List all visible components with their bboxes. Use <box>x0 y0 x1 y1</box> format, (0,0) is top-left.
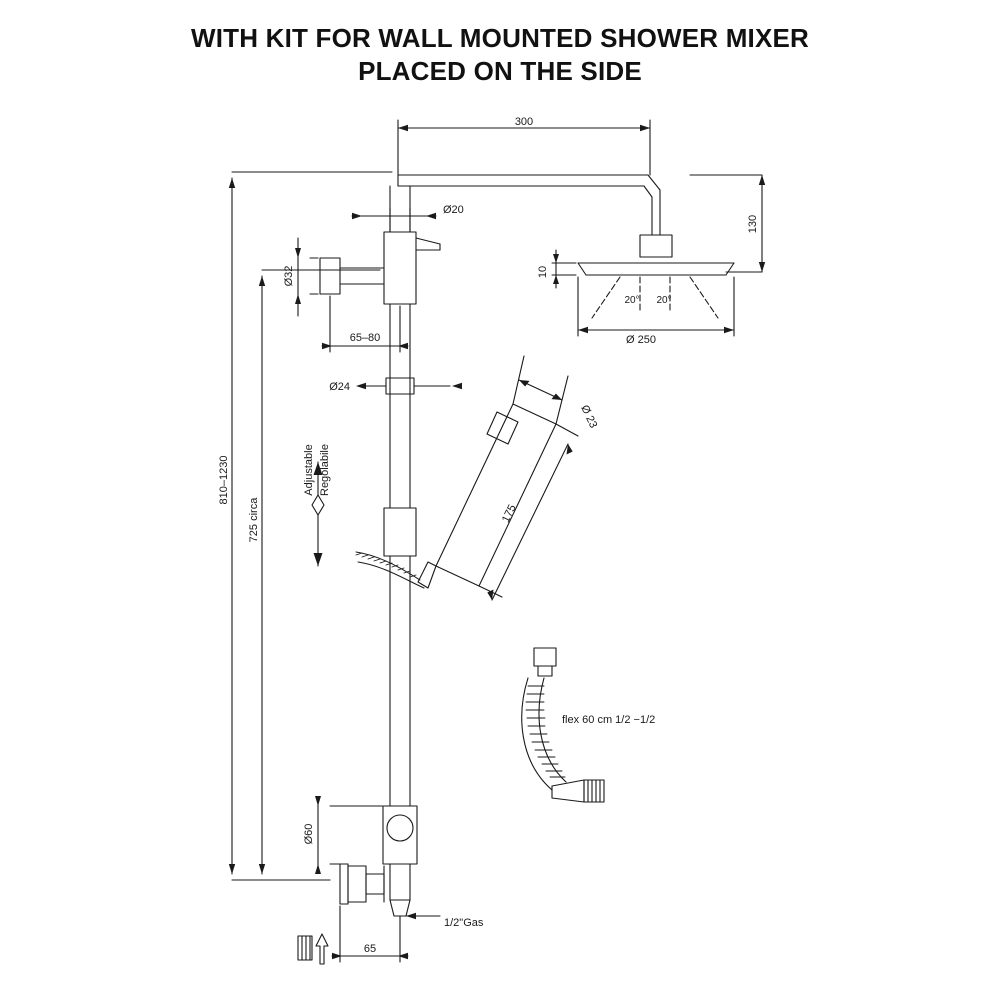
wall-bracket-base <box>340 864 384 904</box>
label-riser-dia: Ø20 <box>443 204 464 216</box>
dim-arm-projection <box>398 120 650 186</box>
hand-shower <box>356 404 556 588</box>
shower-arm <box>398 175 672 257</box>
label-head-thickness: 10 <box>537 265 549 279</box>
riser-pipe <box>383 186 417 916</box>
dim-inlet-thread <box>406 913 440 919</box>
dim-riser-dia <box>352 208 436 232</box>
dim-head-thickness <box>552 250 576 288</box>
label-adjustable-en: Adjustable <box>303 444 315 496</box>
label-base-dia: Ø60 <box>303 823 315 845</box>
label-total-height: 810–1230 <box>218 455 230 505</box>
label-spray-angle-left: 20° <box>624 295 640 306</box>
side-mixer-handle <box>320 238 440 294</box>
label-arm-projection: 300 <box>514 116 534 128</box>
label-base-offset: 65 <box>363 943 377 955</box>
label-height-circa: 725 circa <box>248 497 260 543</box>
label-adjustable-it: Regolabile <box>319 444 331 496</box>
label-handset-length: 175 <box>499 502 519 525</box>
label-spray-angle-right: 20° <box>656 295 672 306</box>
label-head-dia: Ø 250 <box>626 334 656 346</box>
label-inlet-thread: 1/2"Gas <box>444 917 484 929</box>
dim-base-dia <box>315 796 382 874</box>
dim-handset-dia <box>513 356 568 424</box>
page-title-line1: WITH KIT FOR WALL MOUNTED SHOWER MIXER <box>190 23 810 53</box>
dim-handset-length <box>479 424 578 600</box>
label-mixer-offset: 65–80 <box>349 332 381 344</box>
shower-head <box>578 263 734 275</box>
label-handset-dia: Ø 23 <box>578 403 600 431</box>
spray-cone <box>592 277 718 318</box>
label-arm-drop: 130 <box>747 214 759 234</box>
label-slider-dia: Ø24 <box>329 381 350 393</box>
dim-height-circa <box>259 270 380 880</box>
slider-bracket <box>356 378 462 394</box>
page-title-line2: PLACED ON THE SIDE <box>358 56 642 87</box>
dim-handle-dia <box>295 238 318 316</box>
label-handle-dia: Ø32 <box>283 265 295 287</box>
inlet-symbol <box>298 934 328 964</box>
label-flex-hose: flex 60 cm 1/2 −1/2 <box>562 714 656 726</box>
